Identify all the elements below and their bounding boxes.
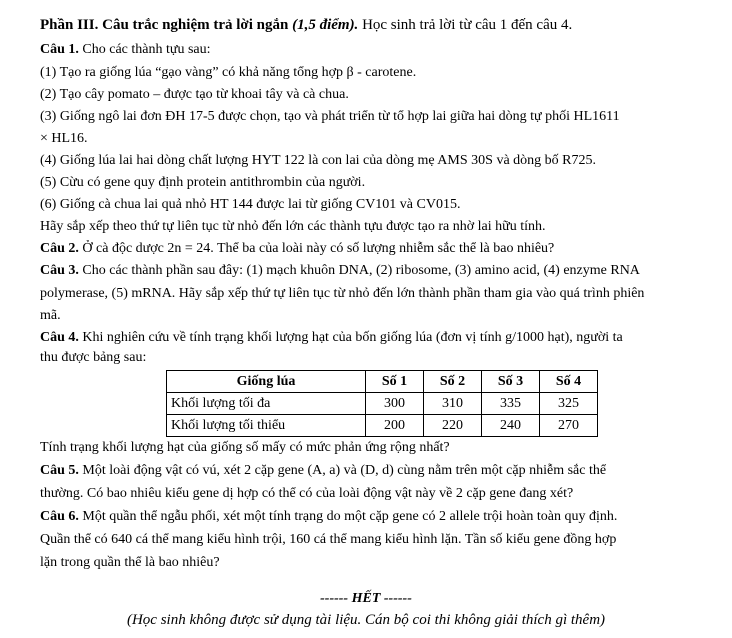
question-6-label: Câu 6. [40,509,79,524]
part-instruction: Học sinh trả lời từ câu 1 đến câu 4. [362,17,573,33]
table-cell: 220 [424,415,482,437]
achievement-item: (5) Cừu có gene quy định protein antithrombin của người. [40,175,366,190]
question-1-text: Cho các thành tựu sau: [82,42,211,57]
part-heading-line [40,16,572,34]
table-cell: 270 [540,415,598,437]
table-cell: 335 [482,393,540,415]
question-4-task: Tính trạng khối lượng hạt của giống số mấy có mức phản ứng rộng nhất? [40,440,450,455]
question-1-task: Hãy sắp xếp theo thứ tự liên tục từ nhỏ đến lớn các thành tựu được tạo ra nhờ lai hữu tính. [40,219,546,234]
table-header: Số 2 [424,371,482,393]
table-header-row [167,371,598,393]
table-header: Số 1 [366,371,424,393]
table-cell: 310 [424,393,482,415]
question-5-line [40,462,606,480]
question-3-text: Cho các thành phần sau đây: (1) mạch khuôn DNA, (2) ribosome, (3) amino acid, (4) enzyme RNA [82,263,640,278]
table-cell: Khối lượng tối đa [167,393,366,415]
achievement-item: (6) Giống cà chua lai quả nhỏ HT 144 được lai từ giống CV101 và CV015. [40,197,461,212]
table-header: Giống lúa [167,371,366,393]
question-3-line [40,262,640,280]
question-1-line [40,41,211,59]
achievement-item: (4) Giống lúa lai hai dòng chất lượng HYT 122 là con lai của dòng mẹ AMS 30S và dòng bố R725. [40,153,596,168]
table-cell: 240 [482,415,540,437]
achievement-item: (3) Giống ngô lai đơn ĐH 17-5 được chọn, tạo và phát triển từ tổ hợp lai giữa hai dòng tự phối HL1611 [40,109,620,124]
question-4-text-cont: thu được bảng sau: [40,350,147,365]
question-6-text: Một quần thể ngẫu phối, xét một tính trạng do một cặp gene có 2 allele trội hoàn toàn quy định. [82,509,618,524]
question-5-label: Câu 5. [40,463,79,478]
question-4-text: Khi nghiên cứu về tính trạng khối lượng hạt của bốn giống lúa (đơn vị tính g/1000 hạt), người ta [82,330,623,345]
part-heading: Phần III. Câu trắc nghiệm trả lời ngắn [40,17,289,33]
table-row [167,415,598,437]
question-2-label: Câu 2. [40,241,79,256]
table-cell: 300 [366,393,424,415]
end-marker: ------ HẾT ------ [320,591,412,606]
grain-weight-table [166,370,598,437]
question-2-line [40,240,554,258]
question-1-label: Câu 1. [40,42,79,57]
question-6-line [40,508,617,526]
table-header: Số 3 [482,371,540,393]
table-header: Số 4 [540,371,598,393]
table-cell: Khối lượng tối thiểu [167,415,366,437]
question-4-line [40,329,623,347]
question-4-label: Câu 4. [40,330,79,345]
footer-note: (Học sinh không được sử dụng tài liệu. Cán bộ coi thi không giải thích gì thêm) [126,612,606,628]
achievement-item-continuation: × HL16. [40,131,88,146]
question-5-text-cont: thường. Có bao nhiêu kiểu gene dị hợp có thể có của loài động vật này về 2 cặp gene đang xét? [40,486,574,501]
question-6-text-cont: lặn trong quần thể là bao nhiêu? [40,555,220,570]
question-3-text-cont: mã. [40,308,61,323]
question-2-text: Ở cà độc dược 2n = 24. Thể ba của loài này có số lượng nhiễm sắc thể là bao nhiêu? [82,241,555,256]
question-3-label: Câu 3. [40,263,79,278]
question-6-text-cont: Quần thể có 640 cá thể mang kiểu hình trội, 160 cá thể mang kiểu hình lặn. Tần số kiểu gene đồng hợp [40,532,617,547]
question-5-text: Một loài động vật có vú, xét 2 cặp gene (A, a) và (D, d) cùng nằm trên một cặp nhiễm sắc thể [82,463,607,478]
table-cell: 200 [366,415,424,437]
table-cell: 325 [540,393,598,415]
table-row [167,393,598,415]
achievement-item: (1) Tạo ra giống lúa “gạo vàng” có khả năng tổng hợp β - carotene. [40,65,417,80]
question-3-text-cont: polymerase, (5) mRNA. Hãy sắp xếp thứ tự liên tục từ nhỏ đến lớn thành phần tham gia vào quá trình phiên [40,286,645,301]
part-points: (1,5 điểm). [292,17,359,33]
achievement-item: (2) Tạo cây pomato – được tạo từ khoai tây và cà chua. [40,87,349,102]
